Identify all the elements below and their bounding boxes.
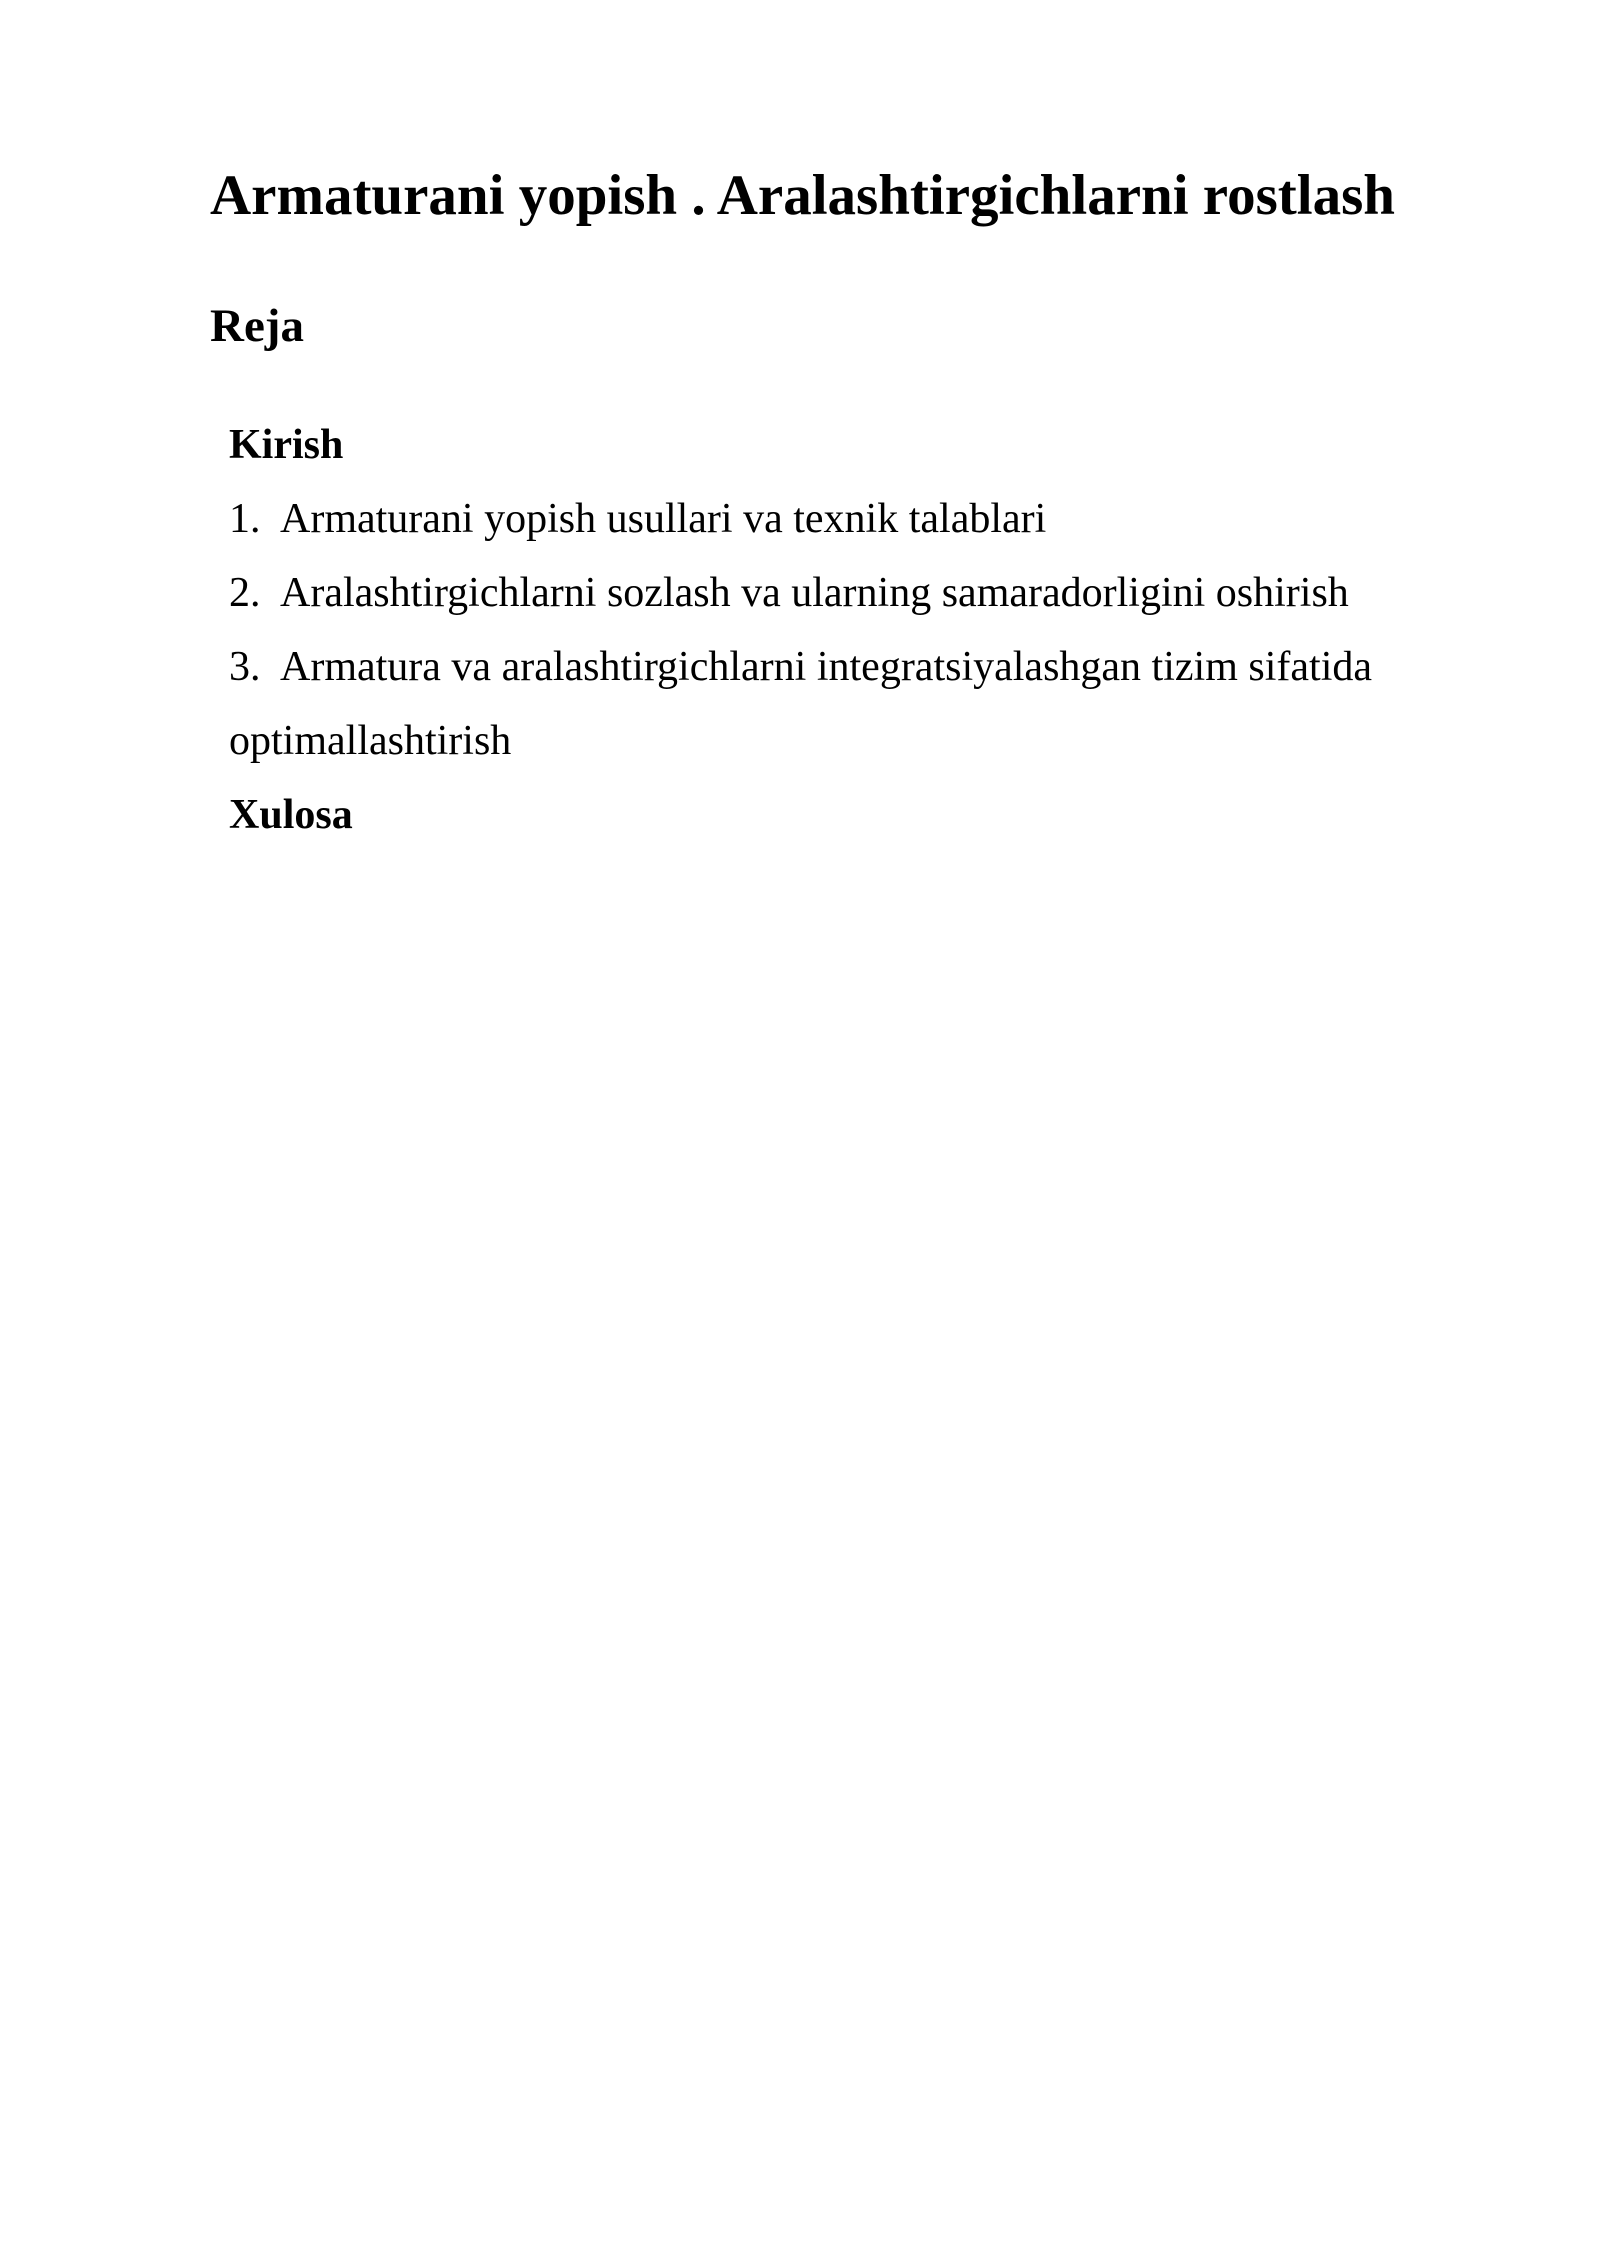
- list-item-text: Armaturani yopish usullari va texnik talablari: [280, 496, 1047, 542]
- list-item: [229, 630, 1529, 704]
- plan-heading: Reja: [210, 300, 304, 352]
- document-title: Armaturani yopish . Aralashtirgichlarni rostlash: [210, 164, 1395, 227]
- list-item-number: 3.: [229, 644, 261, 690]
- list-item: [229, 556, 1529, 630]
- list-item-continuation: optimallashtirish: [229, 718, 512, 764]
- plan-list: [229, 482, 1529, 704]
- plan-outline: [229, 408, 1529, 852]
- list-item-number: 1.: [229, 496, 261, 542]
- plan-intro: Kirish: [229, 422, 344, 468]
- list-item-text: Armatura va aralashtirgichlarni integratsiyalashgan tizim sifatida: [280, 644, 1372, 690]
- plan-conclusion: Xulosa: [229, 792, 353, 838]
- list-item-number: 2.: [229, 570, 261, 616]
- list-item-text: Aralashtirgichlarni sozlash va ularning samaradorligini oshirish: [280, 570, 1349, 616]
- list-item: [229, 482, 1529, 556]
